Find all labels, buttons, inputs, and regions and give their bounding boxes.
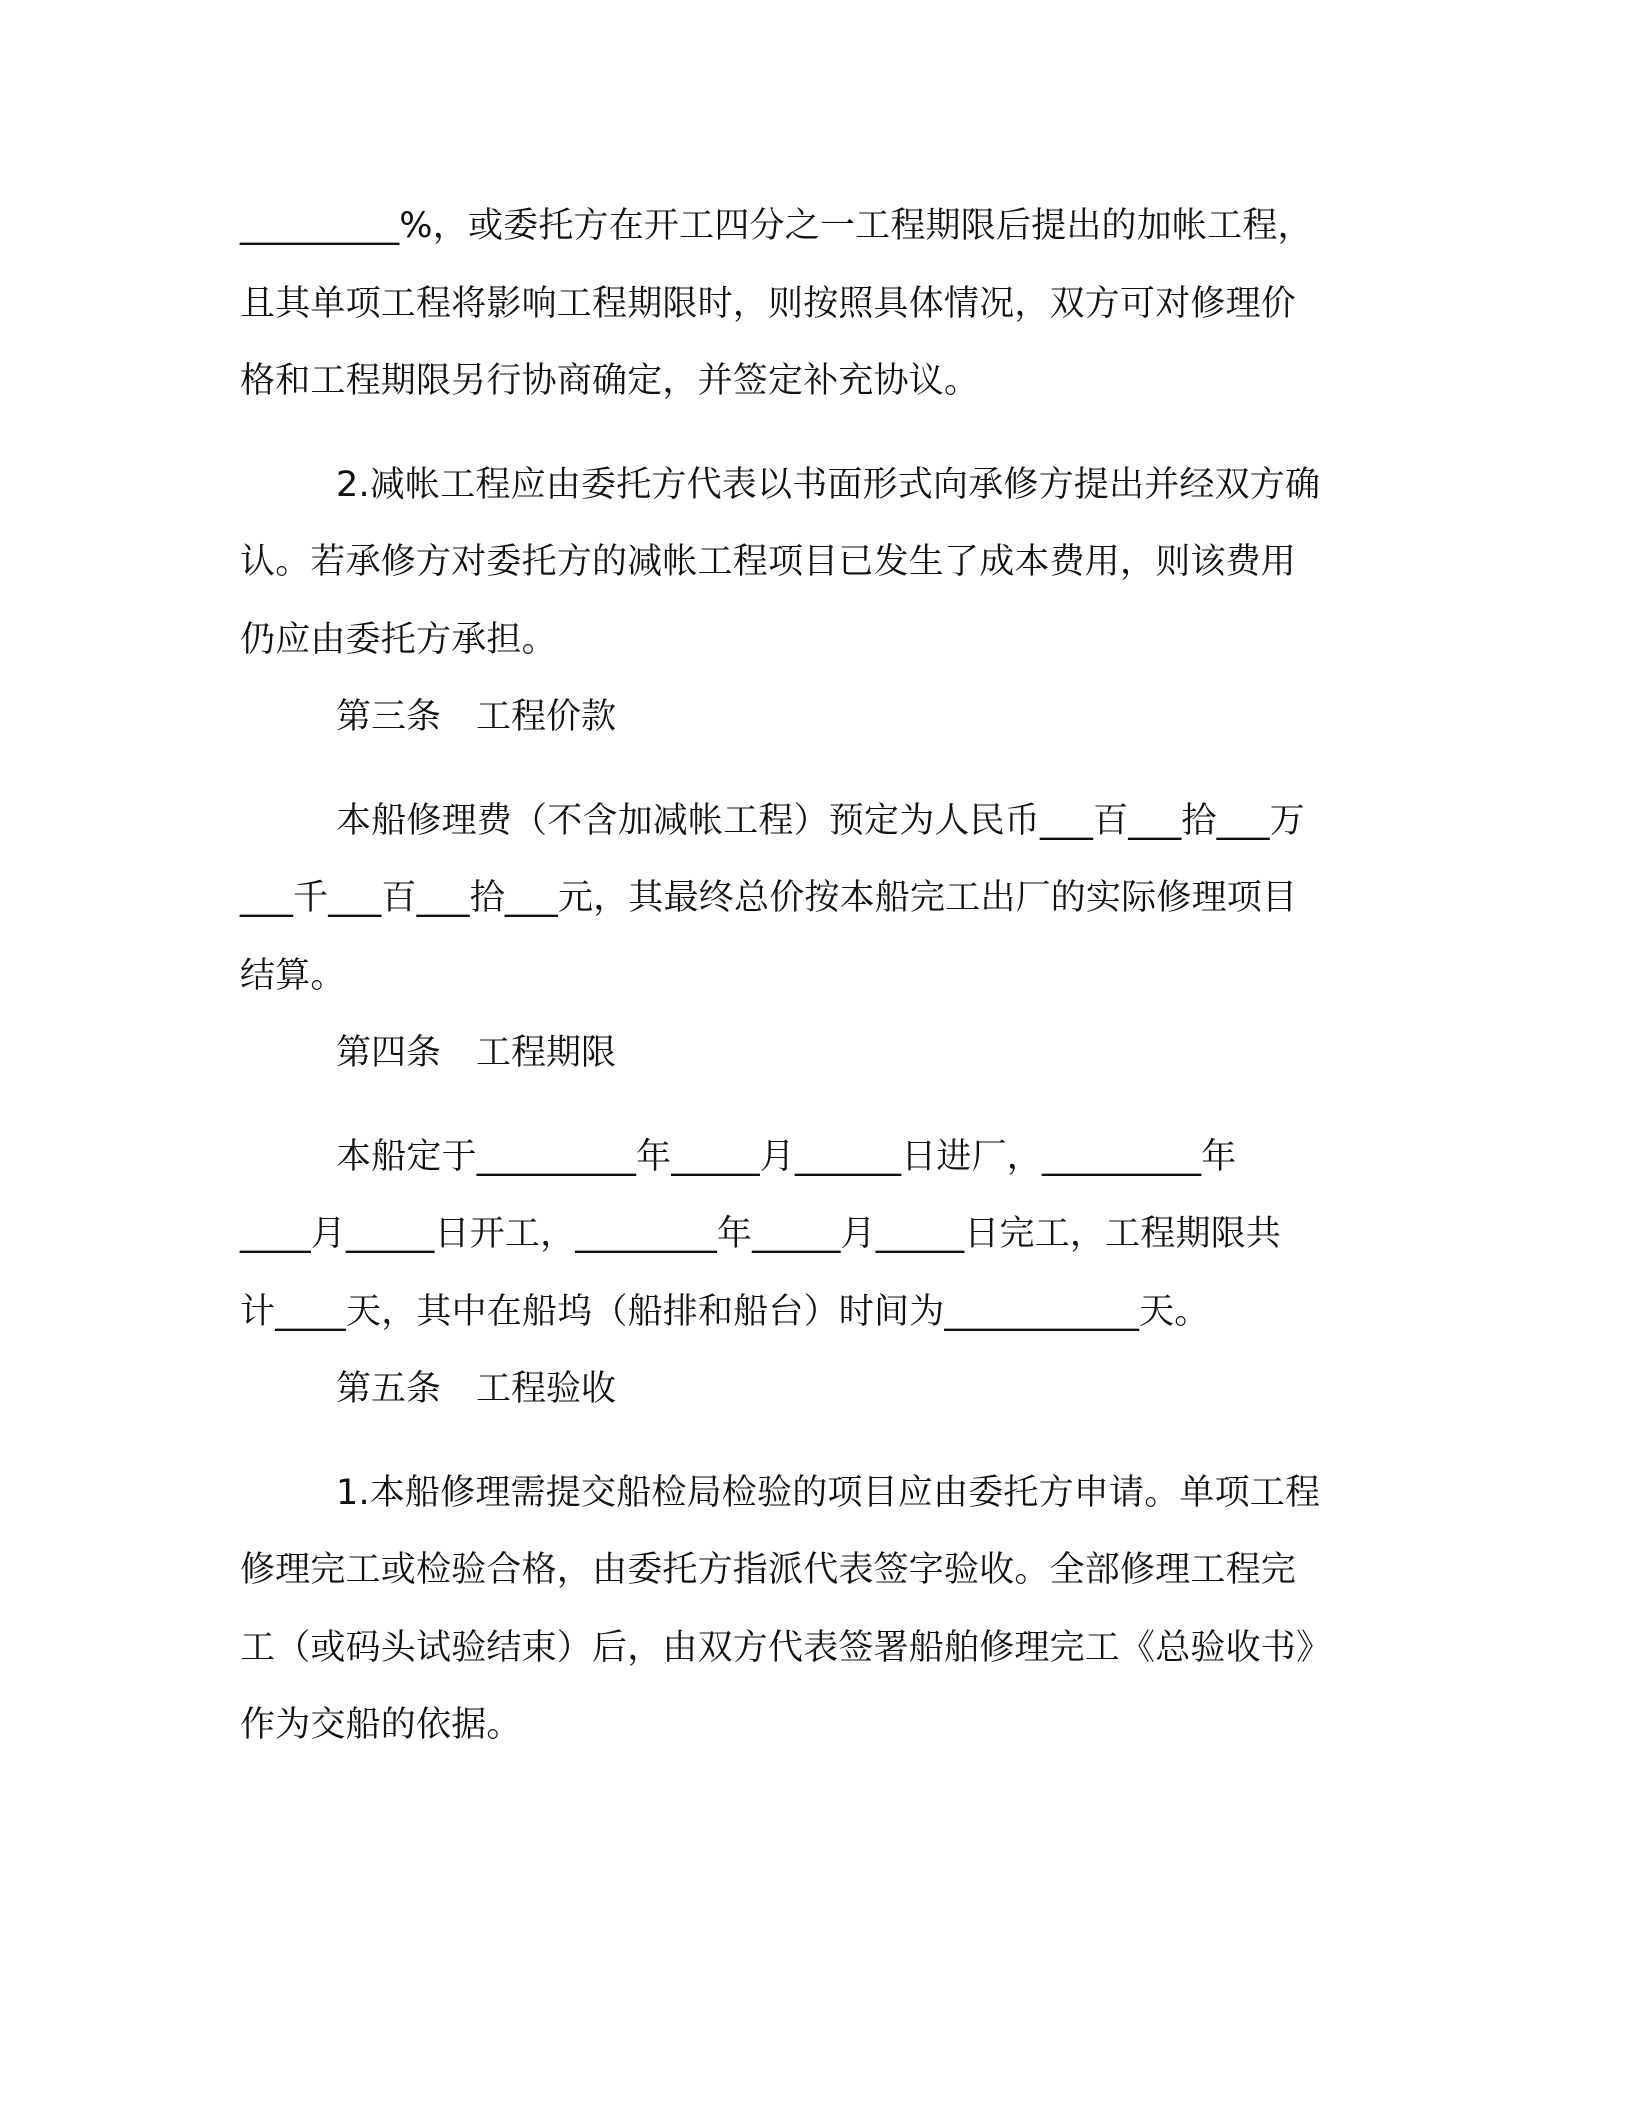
text-line: 认。若承修方对委托方的减帐工程项目已发生了成本费用，则该费用 bbox=[240, 542, 1297, 582]
paragraph-surcharge-terms bbox=[240, 188, 1380, 421]
text-line: 计____天，其中在船坞（船排和船台）时间为___________天。 bbox=[240, 1291, 1210, 1332]
text-line: 作为交船的依据。 bbox=[240, 1705, 522, 1745]
text-line: ___千___百___拾___元，其最终总价按本船完工出厂的实际修理项目 bbox=[240, 878, 1298, 918]
text-line: ____月_____日开工，________年_____月_____日完工，工程期限共 bbox=[240, 1214, 1282, 1254]
text-line: 2.减帐工程应由委托方代表以书面形式向承修方提出并经双方确 bbox=[336, 464, 1321, 505]
section-heading-article-3: 第三条 工程价款 bbox=[336, 697, 617, 737]
text-line: 本船修理费（不含加减帐工程）预定为人民币___百___拾___万 bbox=[336, 800, 1305, 841]
text-line: 1.本船修理需提交船检局检验的项目应由委托方申请。单项工程 bbox=[336, 1472, 1321, 1513]
text-line: 仍应由委托方承担。 bbox=[240, 619, 557, 660]
section-heading-article-4: 第四条 工程期限 bbox=[336, 1033, 617, 1073]
paragraph-reduction-terms bbox=[240, 447, 1380, 680]
paragraph-schedule bbox=[240, 1119, 1380, 1352]
text-line: _________%，或委托方在开工四分之一工程期限后提出的加帐工程， bbox=[240, 206, 1313, 246]
text-line: 工（或码头试验结束）后，由双方代表签署船舶修理完工《总验收书》 bbox=[240, 1627, 1332, 1668]
text-line: 且其单项工程将影响工程期限时，则按照具体情况，双方可对修理价 bbox=[240, 283, 1297, 324]
text-line: 格和工程期限另行协商确定，并签定补充协议。 bbox=[240, 361, 980, 401]
document-body bbox=[240, 188, 1380, 1765]
paragraph-acceptance bbox=[240, 1455, 1380, 1765]
paragraph-repair-fee bbox=[240, 783, 1380, 1016]
text-line: 结算。 bbox=[240, 955, 346, 996]
section-heading-article-5: 第五条 工程验收 bbox=[336, 1369, 617, 1409]
text-line: 本船定于_________年_____月______日进厂，_________年 bbox=[336, 1136, 1237, 1177]
text-line: 修理完工或检验合格，由委托方指派代表签字验收。全部修理工程完 bbox=[240, 1550, 1297, 1590]
